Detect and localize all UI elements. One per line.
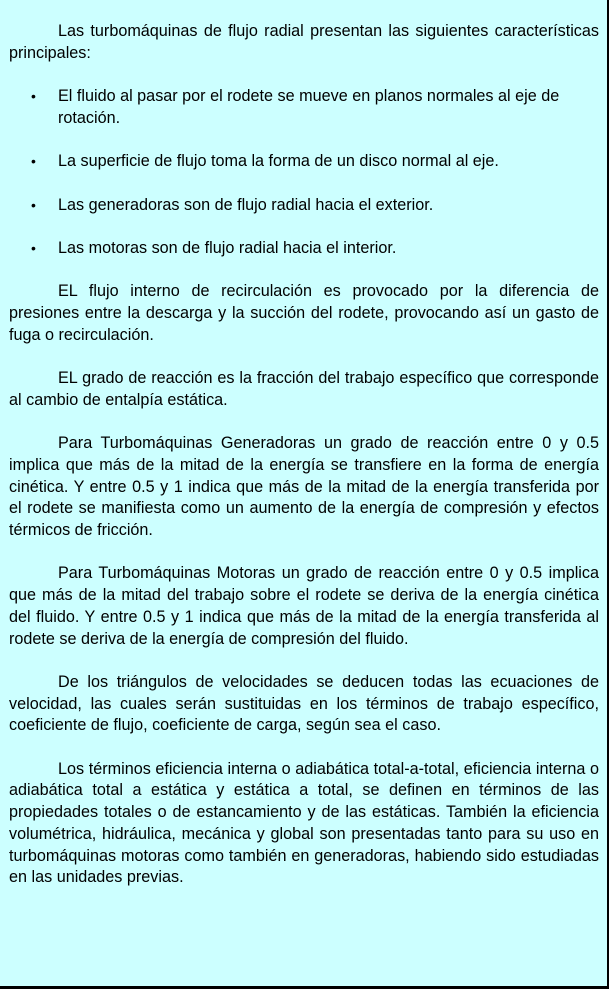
bullet-icon: • xyxy=(31,88,36,105)
paragraph-recirculation: EL flujo interno de recirculación es provocado por la diferencia de presiones entre la descarga y la succión del rodete, provocando así un gasto de fuga o recirculación. xyxy=(9,282,599,344)
list-item-text: Las generadoras son de flujo radial hacia el exterior. xyxy=(58,195,434,214)
bullet-icon: • xyxy=(31,196,36,213)
list-item xyxy=(9,238,599,260)
list-item xyxy=(9,195,599,217)
characteristics-list xyxy=(9,86,599,260)
paragraph-intro: Las turbomáquinas de flujo radial presentan las siguientes características principales: xyxy=(9,22,599,62)
paragraph-triangles: De los triángulos de velocidades se deducen todas las ecuaciones de velocidad, las cuales serán sustituidas en los términos de trabajo específico, coeficiente de flujo, coeficiente de carga, según sea el caso. xyxy=(9,672,599,735)
paragraph-efficiency: Los términos eficiencia interna o adiabática total-a-total, eficiencia interna o adiabática total a estática y estática a total, se definen en términos de las propiedades totales o de estancamiento y de las estáticas. También la eficiencia volumétrica, hidráulica, mecánica y global son presentadas tanto para su uso en turbomáquinas motoras como también en generadoras, habiendo sido estudiadas en las unidades previas. xyxy=(9,759,599,887)
paragraph-motors: Para Turbomáquinas Motoras un grado de reacción entre 0 y 0.5 implica que más de la mitad del trabajo sobre el rodete se deriva de la energía cinética del fluido. Y entre 0.5 y 1 indica que más de la mitad de la energía transferida al rodete se deriva de la energía de compresión del fluido. xyxy=(9,564,599,648)
bullet-icon: • xyxy=(31,153,36,170)
list-item xyxy=(9,86,599,129)
list-item xyxy=(9,151,599,173)
paragraph-reaction-degree: EL grado de reacción es la fracción del trabajo específico que corresponde al cambio de entalpía estática. xyxy=(9,369,599,409)
list-item-text: La superficie de flujo toma la forma de un disco normal al eje. xyxy=(58,152,499,171)
list-item-text: Las motoras son de flujo radial hacia el interior. xyxy=(58,238,397,257)
paragraph-generators: Para Turbomáquinas Generadoras un grado de reacción entre 0 y 0.5 implica que más de la mitad de la energía se transfiere en la forma de energía cinética. Y entre 0.5 y 1 indica que más de la mitad de la energía transferida por el rodete se manifiesta como un aumento de la energía de compresión y efectos térmicos de fricción. xyxy=(9,434,599,540)
bullet-icon: • xyxy=(31,239,36,256)
list-item-text: El fluido al pasar por el rodete se mueve en planos normales al eje de rotación. xyxy=(58,87,560,127)
